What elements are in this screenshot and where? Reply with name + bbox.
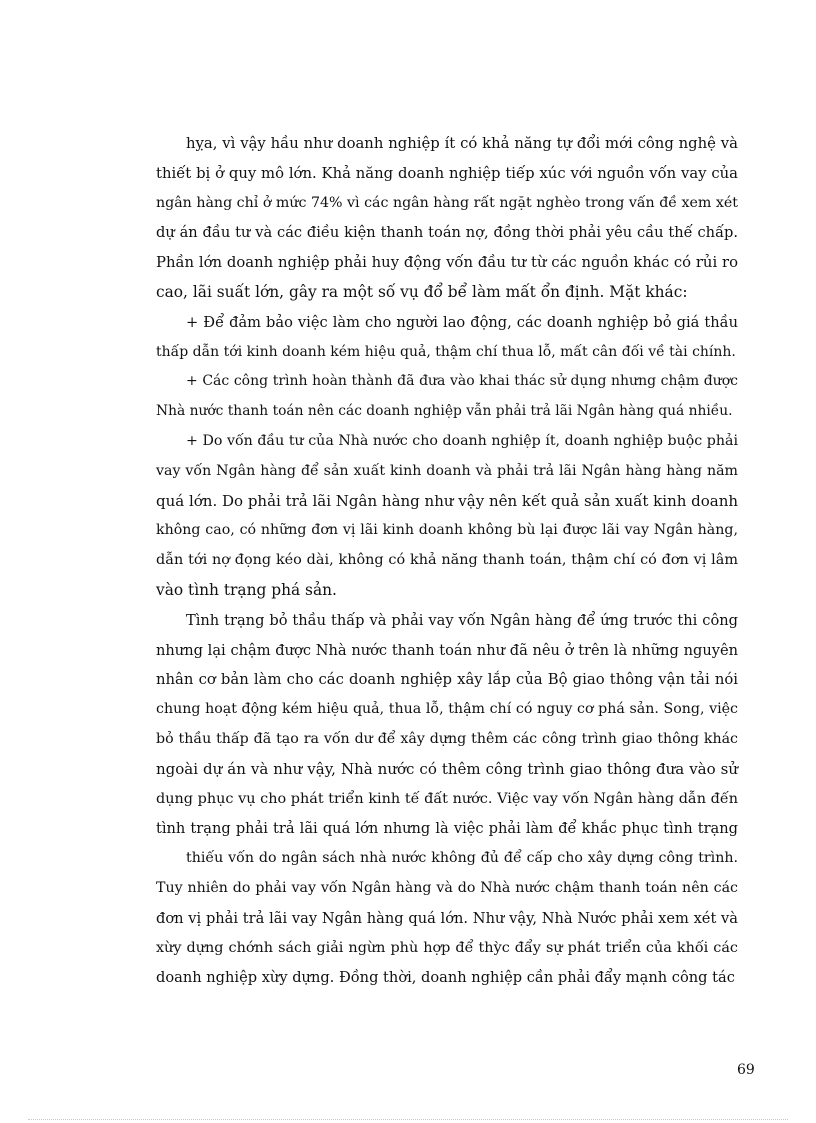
text-line: nhân cơ bản làm cho các doanh nghiệp xây lắp của Bộ giao thông vận tải nói xyxy=(156,671,738,689)
text-line: + Các công trình hoàn thành đã đưa vào khai thác sử dụng nhưng chậm được xyxy=(186,373,738,390)
text-line: Phần lớn doanh nghiệp phải huy động vốn đầu tư từ các nguồn khác có rủi ro xyxy=(156,254,738,272)
text-line: không cao, có những đơn vị lãi kinh doanh không bù lại được lãi vay Ngân hàng, xyxy=(156,522,738,539)
text-line: thiết bị ở quy mô lớn. Khả năng doanh nghiệp tiếp xúc với nguồn vốn vay của xyxy=(156,164,738,182)
text-line: Tuy nhiên do phải vay vốn Ngân hàng và do Nhà nước chậm thanh toán nên các xyxy=(156,879,738,896)
text-line: bỏ thầu thấp đã tạo ra vốn dư để xây dựng thêm các công trình giao thông khác xyxy=(156,730,738,747)
text-line: Tình trạng bỏ thầu thấp và phải vay vốn Ngân hàng để ứng trước thi công xyxy=(186,611,738,629)
text-line: cao, lãi suất lớn, gây ra một số vụ đổ bể làm mất ổn định. Mặt khác: xyxy=(156,282,688,301)
text-line: + Do vốn đầu tư của Nhà nước cho doanh nghiệp ít, doanh nghiệp buộc phải xyxy=(186,432,738,449)
text-line: ngoài dự án và như vậy, Nhà nước có thêm công trình giao thông đưa vào sử xyxy=(156,759,738,778)
page-bottom-divider xyxy=(28,1119,788,1120)
body-text xyxy=(156,129,738,993)
page-number: 69 xyxy=(737,1062,755,1078)
text-line: doanh nghiệp xừy dựng. Đồng thời, doanh nghiệp cần phải đẩy mạnh công tác xyxy=(156,969,735,987)
text-line: vay vốn Ngân hàng để sản xuất kinh doanh và phải trả lãi Ngân hàng hàng năm xyxy=(156,462,738,479)
text-line: xừy dựng chớnh sách giải ngừn phù hợp để thỳc đẩy sự phát triển của khối các xyxy=(156,939,738,956)
text-line: dẫn tới nợ đọng kéo dài, không có khả năng thanh toán, thậm chí có đơn vị lâm xyxy=(156,552,738,569)
text-line: vào tình trạng phá sản. xyxy=(156,580,337,599)
text-line: thiếu vốn do ngân sách nhà nước không đủ để cấp cho xây dựng công trình. xyxy=(186,850,738,867)
text-line: dụng phục vụ cho phát triển kinh tế đất nước. Việc vay vốn Ngân hàng dẫn đến xyxy=(156,790,738,807)
text-line: Nhà nước thanh toán nên các doanh nghiệp vẫn phải trả lãi Ngân hàng quá nhiều. xyxy=(156,403,733,420)
text-line: hỵa, vì vậy hầu như doanh nghiệp ít có khả năng tự đổi mới công nghệ và xyxy=(186,135,738,152)
text-line: tình trạng phải trả lãi quá lớn nhưng là việc phải làm để khắc phục tình trạng xyxy=(156,820,738,838)
text-line: đơn vị phải trả lãi vay Ngân hàng quá lớn. Như vậy, Nhà Nước phải xem xét và xyxy=(156,909,738,927)
text-line: thấp dẫn tới kinh doanh kém hiệu quả, thậm chí thua lỗ, mất cân đối về tài chính. xyxy=(156,343,736,360)
text-line: quá lớn. Do phải trả lãi Ngân hàng như vậy nên kết quả sản xuất kinh doanh xyxy=(156,491,739,510)
text-line: ngân hàng chỉ ở mức 74% vì các ngân hàng rất ngặt nghèo trong vấn đề xem xét xyxy=(156,194,738,211)
text-line: chung hoạt động kém hiệu quả, thua lỗ, thậm chí có nguy cơ phá sản. Song, việc xyxy=(156,701,738,718)
text-line: dự án đầu tư và các điều kiện thanh toán nợ, đồng thời phải yêu cầu thế chấp. xyxy=(156,224,738,242)
text-line: + Để đảm bảo việc làm cho người lao động, các doanh nghiệp bỏ giá thầu xyxy=(186,313,738,331)
text-line: nhưng lại chậm được Nhà nước thanh toán như đã nêu ở trên là những nguyên xyxy=(156,641,738,659)
